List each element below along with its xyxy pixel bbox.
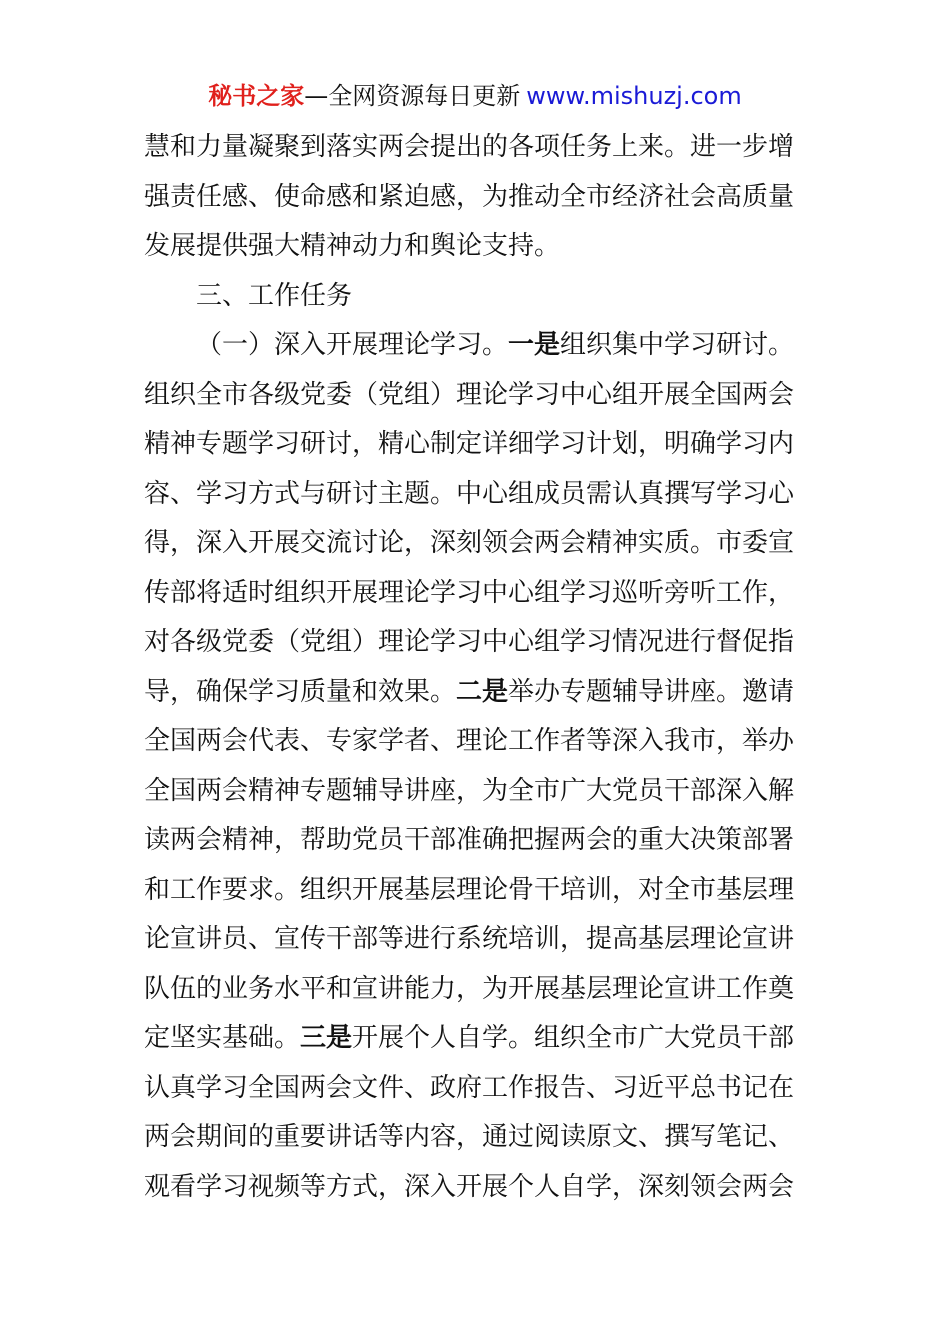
- text-run: 导，确保学习质量和效果。: [144, 676, 457, 707]
- text-run: 和工作要求。组织开展基层理论骨干培训，对全市基层理: [144, 874, 795, 905]
- text-line: [144, 1113, 806, 1163]
- text-run: 两会期间的重要讲话等内容，通过阅读原文、撰写笔记、: [144, 1122, 795, 1152]
- subsection-heading-line: [144, 321, 806, 371]
- text-line: [144, 816, 806, 866]
- text-line: [144, 1163, 806, 1213]
- text-line: [144, 1014, 806, 1064]
- point-marker-one: 一是: [508, 330, 561, 360]
- text-line: [144, 915, 806, 965]
- text-run: 观看学习视频等方式，深入开展个人自学，深刻领会两会: [144, 1171, 795, 1202]
- section-heading-text: 三、工作任务: [196, 280, 353, 311]
- text-run: 对各级党委（党组）理论学习中心组学习情况进行督促指: [144, 627, 795, 657]
- site-url[interactable]: www.mishuzj.com: [526, 82, 742, 110]
- point-marker-three: 三是: [300, 1023, 353, 1053]
- text-line: [144, 420, 806, 470]
- text-run: 论宣讲员、宣传干部等进行系统培训，提高基层理论宣讲: [144, 924, 795, 954]
- text-line: [144, 618, 806, 668]
- watermark-header: [0, 80, 950, 112]
- text-run: 全国两会代表、专家学者、理论工作者等深入我市，举办: [144, 726, 795, 756]
- text-run: 强责任感、使命感和紧迫感，为推动全市经济社会高质量: [144, 181, 795, 212]
- text-run: 开展个人自学。组织全市广大党员干部: [352, 1023, 795, 1053]
- text-run: 组织集中学习研讨。: [560, 330, 795, 360]
- text-run: 容、学习方式与研讨主题。中心组成员需认真撰写学习心: [144, 478, 795, 509]
- text-line: [144, 173, 806, 223]
- text-run: 举办专题辅导讲座。邀请: [508, 676, 795, 707]
- site-brand: 秘书之家: [208, 82, 305, 110]
- text-run: 读两会精神，帮助党员干部准确把握两会的重大决策部署: [144, 825, 795, 855]
- text-line: [144, 519, 806, 569]
- text-line: [144, 371, 806, 421]
- text-run: 定坚实基础。: [144, 1023, 301, 1053]
- text-run: 组织全市各级党委（党组）理论学习中心组开展全国两会: [144, 379, 795, 410]
- text-run: 慧和力量凝聚到落实两会提出的各项任务上来。进一步增: [144, 132, 795, 162]
- text-line: [144, 965, 806, 1015]
- text-run: 得，深入开展交流讨论，深刻领会两会精神实质。市委宣: [144, 528, 795, 558]
- text-line: [144, 470, 806, 520]
- text-run: 传部将适时组织开展理论学习中心组学习巡听旁听工作，: [144, 577, 795, 608]
- text-run: 全国两会精神专题辅导讲座，为全市广大党员干部深入解: [144, 775, 795, 806]
- text-run: 队伍的业务水平和宣讲能力，为开展基层理论宣讲工作奠: [144, 973, 795, 1004]
- text-run: 精神专题学习研讨，精心制定详细学习计划，明确学习内: [144, 429, 795, 459]
- text-line: [144, 569, 806, 619]
- site-tagline: —全网资源每日更新: [304, 82, 521, 110]
- text-line: [144, 767, 806, 817]
- document-body: [144, 123, 806, 1212]
- text-line: [144, 717, 806, 767]
- point-marker-two: 二是: [456, 676, 509, 707]
- text-line: [144, 1064, 806, 1114]
- subsection-title: （一）深入开展理论学习。: [196, 330, 509, 360]
- text-run: 发展提供强大精神动力和舆论支持。: [144, 231, 561, 261]
- text-run: 认真学习全国两会文件、政府工作报告、习近平总书记在: [144, 1072, 795, 1103]
- text-line: [144, 668, 806, 718]
- text-line: [144, 222, 806, 272]
- section-heading: [144, 272, 806, 322]
- text-line: [144, 123, 806, 173]
- text-line: [144, 866, 806, 916]
